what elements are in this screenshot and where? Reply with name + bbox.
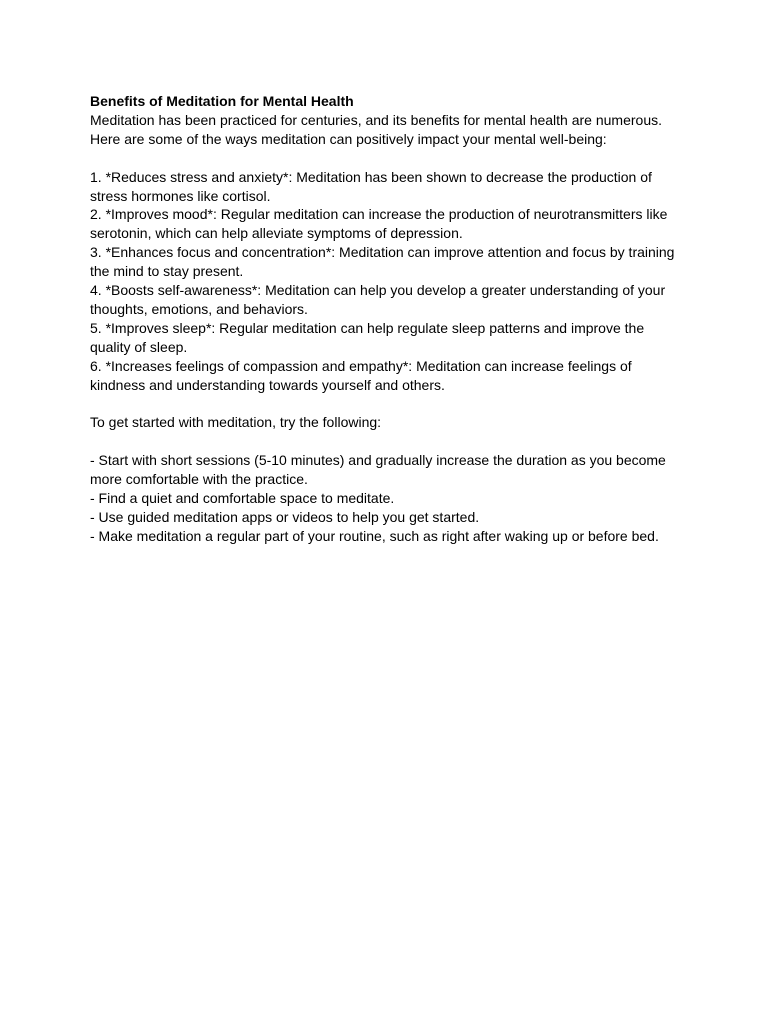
tip-line: - Use guided meditation apps or videos to help you get started. (90, 508, 480, 525)
intro-line: Here are some of the ways meditation can positively impact your mental well-being: (90, 130, 607, 147)
benefit-line: kindness and understanding towards yourself and others. (90, 376, 445, 393)
spacer (90, 149, 690, 168)
benefit-line: the mind to stay present. (90, 263, 244, 280)
benefit-line: 3. *Enhances focus and concentration*: Meditation can improve attention and focus by training (90, 244, 675, 261)
benefit-line: 4. *Boosts self-awareness*: Meditation can help you develop a greater understanding of your (90, 282, 666, 299)
spacer (90, 394, 690, 413)
benefit-line: serotonin, which can help alleviate symptoms of depression. (90, 225, 463, 242)
getting-started-heading: To get started with meditation, try the following: (90, 414, 382, 431)
benefit-line: 1. *Reduces stress and anxiety*: Meditation has been shown to decrease the production of (90, 168, 652, 185)
benefit-line: stress hormones like cortisol. (90, 187, 271, 204)
intro-line: Meditation has been practiced for centuries, and its benefits for mental health are numerous. (90, 111, 662, 128)
benefit-line: 2. *Improves mood*: Regular meditation can increase the production of neurotransmitters like (90, 206, 668, 223)
benefit-line: 5. *Improves sleep*: Regular meditation can help regulate sleep patterns and improve the (90, 319, 645, 336)
document-title: Benefits of Meditation for Mental Health (90, 93, 354, 109)
spacer (90, 432, 690, 451)
benefit-line: quality of sleep. (90, 338, 188, 355)
tip-line: - Start with short sessions (5-10 minutes) and gradually increase the duration as you become (90, 452, 666, 469)
tip-line: - Find a quiet and comfortable space to meditate. (90, 489, 395, 506)
benefit-line: 6. *Increases feelings of compassion and empathy*: Meditation can increase feelings of (90, 357, 632, 374)
benefit-line: thoughts, emotions, and behaviors. (90, 300, 308, 317)
tip-line: - Make meditation a regular part of your routine, such as right after waking up or before bed. (90, 527, 659, 544)
tip-line: more comfortable with the practice. (90, 471, 308, 488)
document-page (90, 92, 690, 546)
